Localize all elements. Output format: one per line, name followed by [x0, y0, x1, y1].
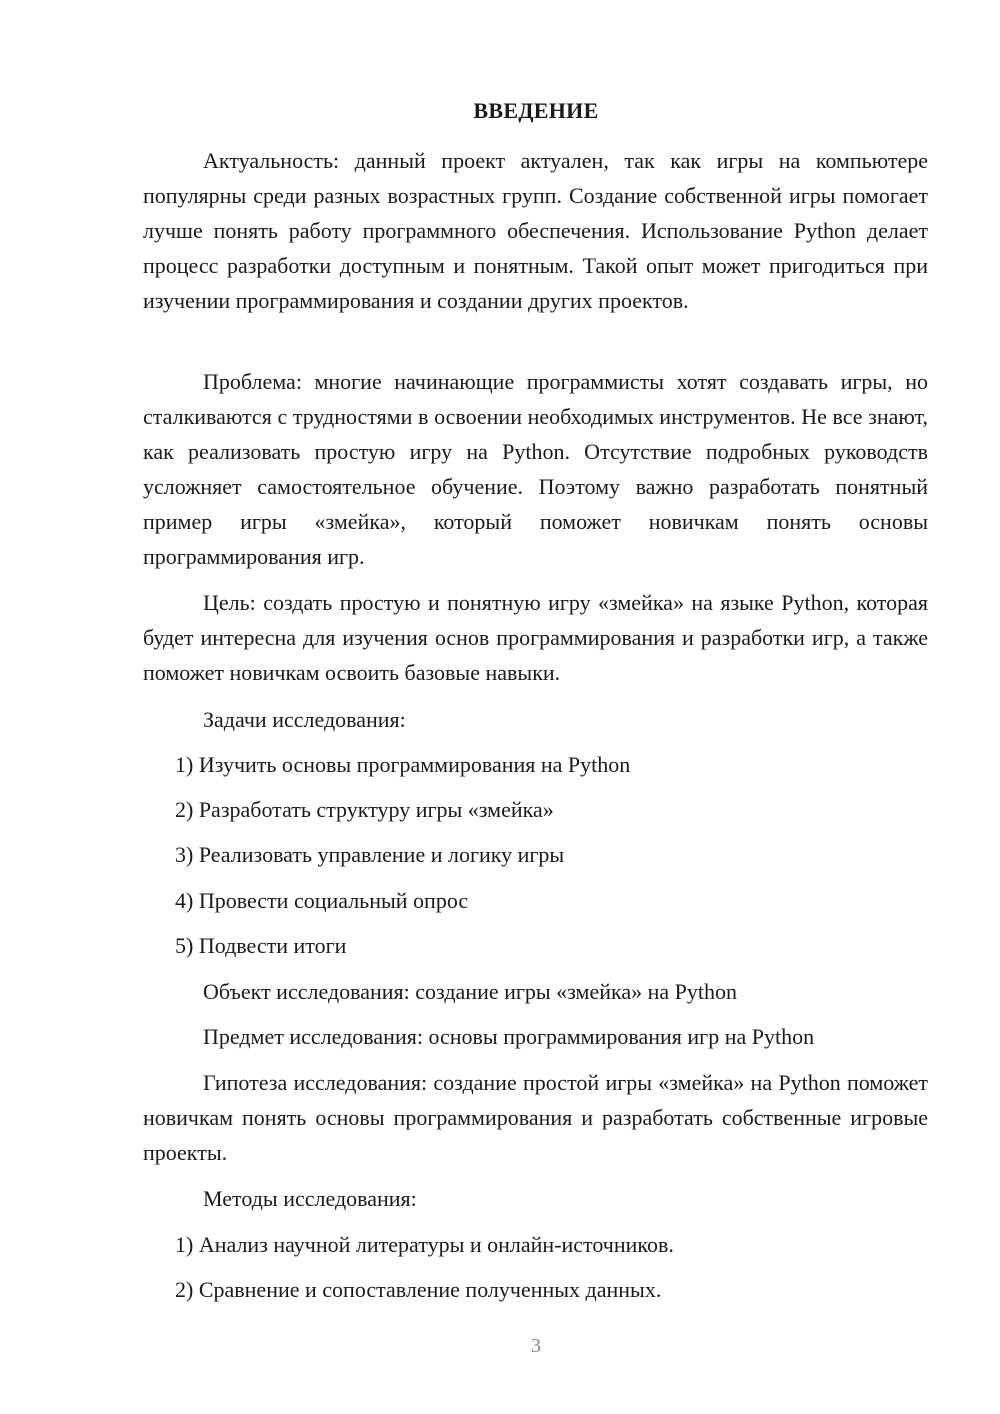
- task-item: 5) Подвести итоги: [175, 933, 347, 958]
- task-item: 4) Провести социальный опрос: [175, 888, 469, 913]
- methods-heading: Методы исследования:: [203, 1186, 417, 1211]
- research-subject-line: Предмет исследования: основы программирования игр на Python: [203, 1024, 815, 1049]
- hypothesis-paragraph: Гипотеза исследования: создание простой игры «змейка» на Python поможет новичкам понять основы программирования и разработать собственные игровые проекты.: [143, 1070, 928, 1165]
- task-item: 3) Реализовать управление и логику игры: [175, 842, 565, 867]
- page-body: [143, 0, 928, 1414]
- page-number: 3: [531, 1335, 541, 1357]
- research-object-line: Объект исследования: создание игры «змейка» на Python: [203, 979, 738, 1004]
- task-item: 2) Разработать структуру игры «змейка»: [175, 797, 554, 822]
- relevance-paragraph: Актуальность: данный проект актуален, так как игры на компьютере популярны среди разных возрастных групп. Создание собственной игры помогает лучше понять работу программного обеспечения. Использование Python делает процесс разработки доступным и понятным. Такой опыт может пригодиться при изучении программирования и создании других проектов.: [143, 148, 928, 313]
- task-item: 1) Изучить основы программирования на Python: [175, 752, 631, 777]
- method-item: 2) Сравнение и сопоставление полученных данных.: [175, 1277, 662, 1302]
- tasks-heading: Задачи исследования:: [203, 707, 406, 732]
- problem-paragraph: Проблема: многие начинающие программисты хотят создавать игры, но сталкиваются с трудностями в освоении необходимых инструментов. Не все знают, как реализовать простую игру на Python. Отсутствие подробных руководств усложняет самостоятельное обучение. Поэтому важно разработать понятный пример игры «змейка», который поможет новичкам понять основы программирования игр.: [143, 369, 928, 569]
- goal-paragraph: Цель: создать простую и понятную игру «змейка» на языке Python, которая будет интересна для изучения основ программирования и разработки игр, а также поможет новичкам освоить базовые навыки.: [143, 590, 928, 685]
- method-item: 1) Анализ научной литературы и онлайн-источников.: [175, 1232, 674, 1257]
- section-heading: ВВЕДЕНИЕ: [473, 98, 599, 123]
